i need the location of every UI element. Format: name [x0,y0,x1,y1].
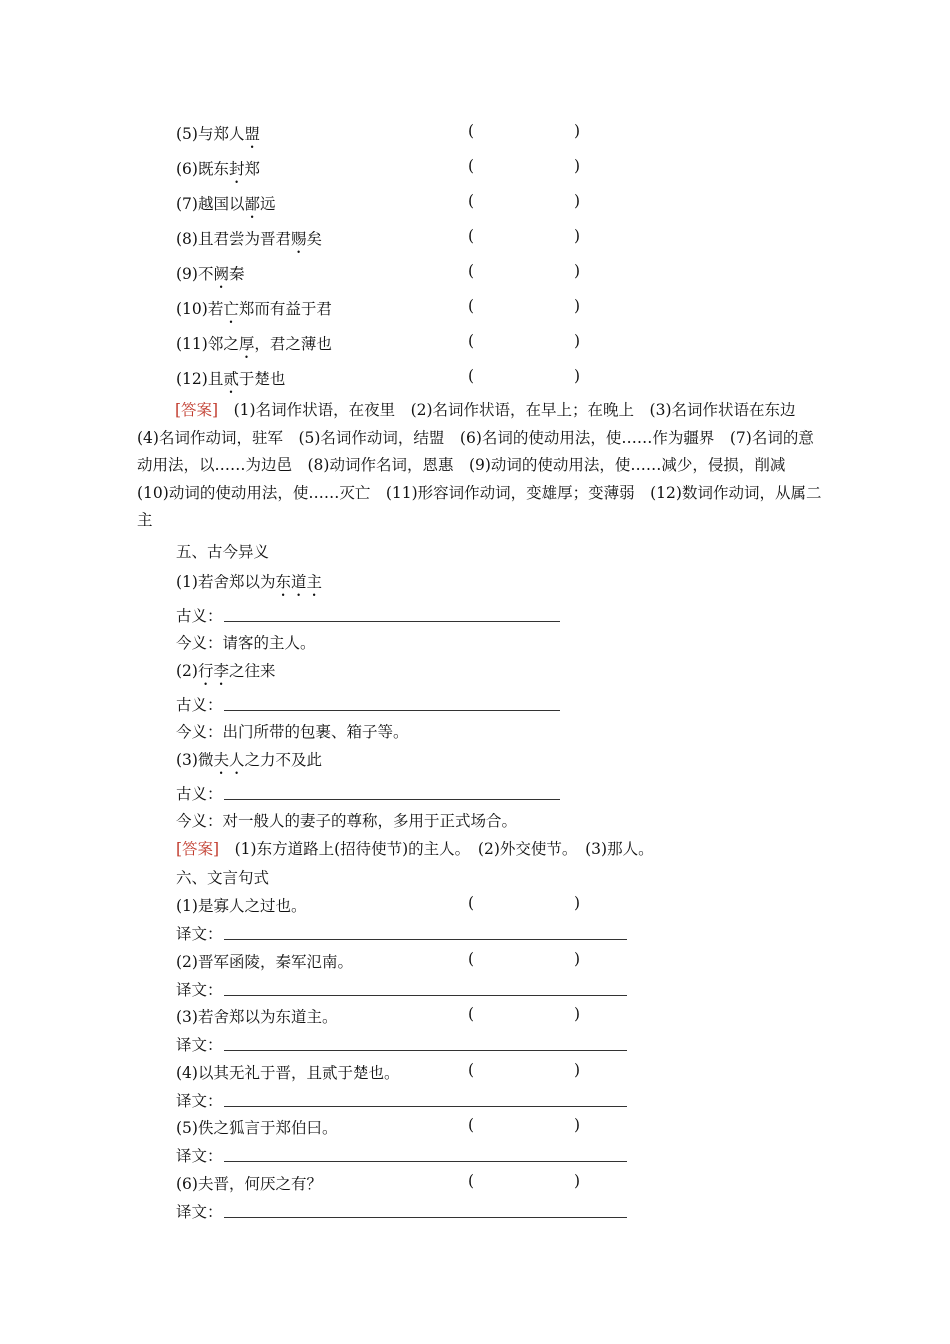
jin-text: 今义：请客的主人。 [176,634,316,652]
yi-label: 译文： [176,1203,223,1221]
s5-item-1: (1)若舍郑以为东道主 [176,573,322,591]
answer-text: (1)东方道路上(招待使节)的主人。 (2)外交使节。 (3)那人。 [234,840,654,858]
answer-line[interactable] [224,710,560,711]
gu-label: 古义： [176,607,223,625]
s6-item-6: (6)夫晋，何厌之有？ [176,1175,322,1193]
yi-label: 译文： [176,925,223,943]
section-title: 五、古今异义 [176,543,270,561]
answer-line[interactable] [224,1161,627,1162]
s5-item-3: (3)微夫人之力不及此 [176,751,322,769]
answer-line[interactable] [224,1106,627,1107]
s6-item-5: (5)佚之狐言于郑伯曰。 [176,1119,338,1137]
answer-label: [答案] [176,840,220,858]
answer-paragraph [176,837,654,859]
yi-label: 译文： [176,981,223,999]
gu-label: 古义： [176,696,223,714]
yi-label: 译文： [176,1092,223,1110]
answer-line[interactable] [224,1050,627,1051]
section-title: 六、文言句式 [176,869,270,887]
answer-line[interactable] [224,621,560,622]
answer-label: [答案] [175,401,219,419]
s4-item-5: (5)与郑人盟 [176,125,260,143]
s4-item-10: (10)若亡郑而有益于君 [176,300,332,318]
yi-label: 译文： [176,1036,223,1054]
answer-text: (1)名词作状语，在夜里 (2)名词作状语，在早上；在晚上 (3)名词作状语在东边 (4)名词作动词，驻军 (5)名词作动词，结盟 (6)名词的使动用法，使……作为疆界 (7)名词的意动用法，以……为边邑 (8)动词作名词，恩惠 (9)动词的使动用法，使……减少，侵损，削减 (10)动词的使动用法，使……灭亡 (11)形容词作动词，变雄厚；变薄弱 (12)数词作动词，从属二主 [137,401,822,529]
s4-item-7: (7)越国以鄙远 [176,195,276,213]
answer-line[interactable] [224,1217,627,1218]
s4-item-8: (8)且君尝为晋君赐矣 [176,230,323,248]
s6-item-2: (2)晋军函陵，秦军氾南。 [176,953,353,971]
jin-text: 今义：对一般人的妻子的尊称，多用于正式场合。 [176,812,518,830]
s4-item-12: (12)且贰于楚也 [176,370,286,388]
yi-label: 译文： [176,1147,223,1165]
s6-item-4: (4)以其无礼于晋，且贰于楚也。 [176,1064,400,1082]
answer-line[interactable] [224,939,627,940]
s4-item-11: (11)邻之厚，君之薄也 [176,335,332,353]
gu-label: 古义： [176,785,223,803]
answer-line[interactable] [224,799,560,800]
s4-item-9: (9)不阙秦 [176,265,245,283]
s6-item-3: (3)若舍郑以为东道主。 [176,1008,338,1026]
answer-paragraph [137,397,827,535]
s4-item-6: (6)既东封郑 [176,160,261,178]
answer-line[interactable] [224,995,627,996]
s6-item-1: (1)是寡人之过也。 [176,897,307,915]
jin-text: 今义：出门所带的包裹、箱子等。 [176,723,409,741]
s5-item-2: (2)行李之往来 [176,662,276,680]
